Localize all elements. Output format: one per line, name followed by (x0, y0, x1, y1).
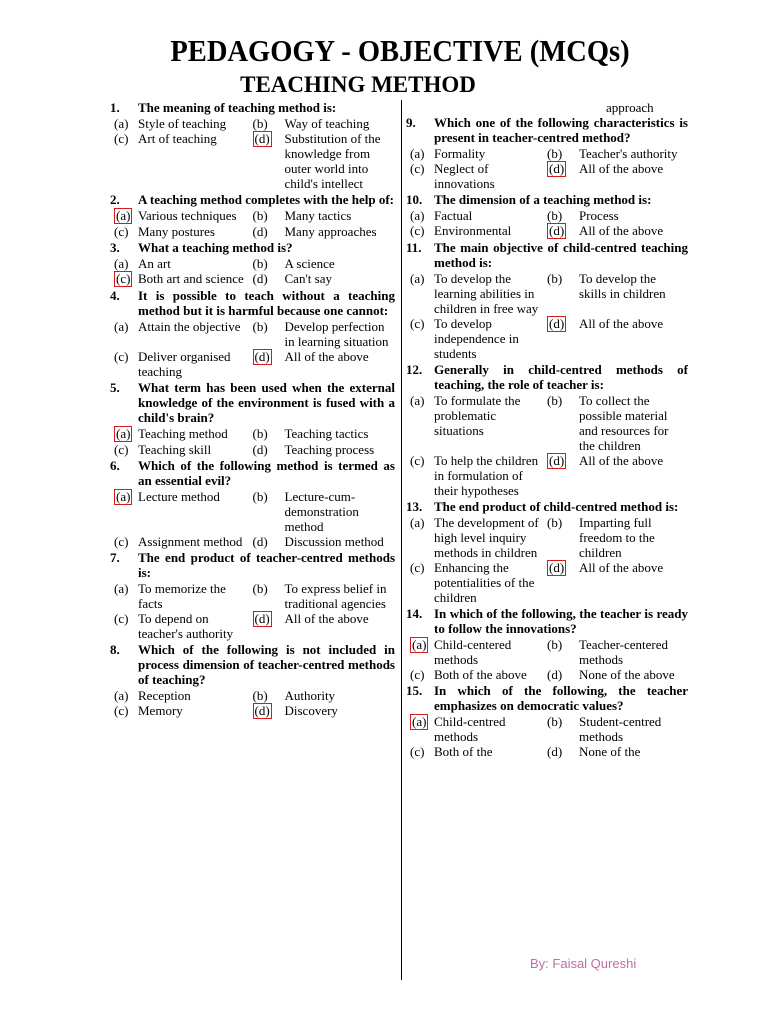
option-letter (249, 611, 285, 641)
option-text: Discovery (284, 703, 338, 718)
option-letter-text: (a) (410, 515, 425, 530)
question-text: The dimension of a teaching method is: (434, 192, 652, 207)
option-text: All of the above (579, 161, 664, 176)
options-grid (110, 489, 395, 549)
option-text: Teacher-centered methods (579, 637, 669, 667)
option-letter (543, 208, 579, 223)
option-text: To formulate the problematic situations (434, 393, 521, 438)
option-text: Factual (434, 208, 473, 223)
question (406, 499, 688, 514)
option-text: The development of high level inquiry methods in children (434, 515, 539, 560)
option-letter (110, 131, 138, 191)
option-letter (249, 116, 285, 131)
option-letter (110, 534, 138, 549)
option-letter-text: (b) (252, 208, 268, 223)
option-letter (110, 703, 138, 719)
option-letter (543, 667, 579, 682)
option-text: Lecture-cum-demonstration method (284, 489, 359, 534)
option-letter (406, 393, 434, 453)
option-letter-text: (a) (114, 688, 129, 703)
question (406, 362, 688, 392)
page-title: PEDAGOGY - OBJECTIVE (MCQs) (170, 33, 630, 68)
question (110, 192, 395, 207)
option-letter (543, 161, 579, 191)
option-text: Student-centred methods (579, 714, 662, 744)
answer-marker: (d) (254, 349, 270, 364)
option-text: Reception (138, 688, 191, 703)
option-letter-text: (b) (252, 116, 268, 131)
answer-marker: (a) (116, 426, 131, 441)
option-letter (249, 688, 285, 703)
question-text: In which of the following, the teacher is ready to follow the innovations? (434, 606, 688, 636)
option-text: Formality (434, 146, 486, 161)
question-number: 4. (110, 288, 120, 303)
option-letter (110, 442, 138, 457)
question-number: 5. (110, 380, 120, 395)
option-letter (543, 637, 579, 667)
option-text: All of the above (284, 611, 369, 626)
options-grid (110, 256, 395, 287)
options-grid (406, 271, 688, 361)
option-text: An art (138, 256, 171, 271)
option-letter-text: (b) (547, 271, 563, 286)
option-text: All of the above (579, 453, 664, 468)
option-text: A science (284, 256, 335, 271)
answer-marker: (a) (116, 489, 131, 504)
option-letter-text: (a) (114, 116, 129, 131)
option-text: Many postures (138, 224, 215, 239)
option-letter-text: (d) (252, 224, 268, 239)
option-text: Lecture method (138, 489, 220, 504)
option-letter-text: (c) (114, 703, 129, 718)
footer-watermark: By: Faisal Qureshi (530, 956, 637, 971)
option-letter (543, 744, 579, 759)
option-text: Teaching process (284, 442, 375, 457)
option-letter (406, 453, 434, 498)
option-letter (249, 489, 285, 534)
option-letter (406, 515, 434, 560)
question (406, 192, 688, 207)
option-letter (110, 224, 138, 239)
answer-marker: (d) (549, 223, 565, 238)
option-letter (543, 146, 579, 161)
answer-marker: (d) (549, 560, 565, 575)
option-letter (249, 319, 285, 349)
option-text: Discussion method (284, 534, 384, 549)
option-letter-text: (b) (547, 515, 563, 530)
options-grid (406, 714, 688, 759)
question-text: Which one of the following characteristics is present in teacher-centred method? (434, 115, 688, 145)
option-letter-text: (c) (114, 349, 129, 364)
question (110, 288, 395, 318)
option-text: Both of the above (434, 667, 527, 682)
option-text: Many tactics (284, 208, 352, 223)
option-text: Way of teaching (284, 116, 370, 131)
option-text: To develop the skills in children (579, 271, 666, 301)
option-text: Assignment method (138, 534, 243, 549)
option-text: Authority (284, 688, 336, 703)
option-letter-text: (b) (252, 489, 268, 504)
option-letter-text: (d) (252, 534, 268, 549)
option-letter (543, 714, 579, 744)
options-grid (110, 688, 395, 719)
question-text: The meaning of teaching method is: (138, 100, 337, 115)
option-letter (110, 489, 138, 534)
option-letter-text: (c) (410, 223, 425, 238)
option-text: Imparting full freedom to the children (579, 515, 655, 560)
option-letter-text: (a) (410, 208, 425, 223)
option-letter (249, 442, 285, 457)
question-text: What term has been used when the external knowledge of the environment is fused with a child's brain? (138, 380, 395, 425)
option-letter (406, 744, 434, 759)
question (406, 606, 688, 636)
option-letter (110, 688, 138, 703)
question-text: It is possible to teach without a teaching method but it is harmful because one cannot: (138, 288, 395, 318)
section-subtitle: TEACHING METHOD (240, 72, 476, 97)
option-text: Teaching skill (138, 442, 212, 457)
option-letter-text: (b) (252, 256, 268, 271)
option-text: To develop independence in students (434, 316, 519, 361)
question-number: 7. (110, 550, 120, 565)
question (110, 240, 395, 255)
question (110, 642, 395, 687)
question-number: 14. (406, 606, 423, 621)
option-letter-text: (c) (114, 224, 129, 239)
option-text: Substitution of the knowledge from outer world into child's intellect (284, 131, 381, 191)
option-letter-text: (b) (547, 637, 563, 652)
option-letter (406, 146, 434, 161)
option-letter (110, 256, 138, 271)
options-grid (110, 426, 395, 457)
option-letter-text: (a) (114, 319, 129, 334)
options-grid (110, 319, 395, 379)
question-number: 12. (406, 362, 423, 377)
question-number: 9. (406, 115, 416, 130)
option-text: All of the above (579, 560, 664, 575)
option-letter-text: (d) (252, 271, 268, 286)
question (110, 458, 395, 488)
option-letter-text: (a) (410, 393, 425, 408)
question-number: 11. (406, 240, 422, 255)
option-text: None of the above (579, 667, 675, 682)
option-letter-text: (d) (547, 667, 563, 682)
option-letter-text: (a) (114, 581, 129, 596)
option-letter (406, 316, 434, 361)
option-letter-text: (b) (547, 208, 563, 223)
column-divider (401, 100, 402, 980)
option-letter (110, 426, 138, 442)
option-letter-text: (c) (410, 667, 425, 682)
option-letter-text: (c) (114, 442, 129, 457)
option-text: To depend on teacher's authority (138, 611, 234, 641)
options-grid (406, 515, 688, 605)
option-letter (249, 703, 285, 719)
answer-marker: (a) (412, 714, 427, 729)
option-text: To help the children in formulation of their hypotheses (434, 453, 539, 498)
option-letter-text: (c) (410, 161, 425, 176)
option-letter-text: (b) (252, 581, 268, 596)
option-letter-text: (c) (114, 131, 129, 146)
option-letter (406, 714, 434, 744)
option-text: To develop the learning abilities in children in free way (434, 271, 539, 316)
options-grid (110, 581, 395, 641)
option-text: Develop perfection in learning situation (284, 319, 389, 349)
question-text: What a teaching method is? (138, 240, 293, 255)
option-letter-text: (c) (114, 611, 129, 626)
question-text: A teaching method completes with the help of: (138, 192, 395, 207)
option-text: Teaching method (138, 426, 228, 441)
continued-text: approach (606, 100, 654, 115)
option-letter-text: (b) (252, 319, 268, 334)
option-letter (406, 667, 434, 682)
answer-marker: (d) (549, 316, 565, 331)
option-text: Various techniques (138, 208, 237, 223)
option-letter-text: (b) (252, 426, 268, 441)
option-letter (543, 393, 579, 453)
option-letter (249, 426, 285, 442)
question (406, 115, 688, 145)
option-letter (543, 223, 579, 239)
option-letter (543, 560, 579, 605)
option-letter (543, 453, 579, 498)
option-letter-text: (b) (547, 146, 563, 161)
question-text: The end product of teacher-centred methods is: (138, 550, 395, 580)
option-text: To memorize the facts (138, 581, 226, 611)
option-text: Environmental (434, 223, 512, 238)
option-text: Can't say (284, 271, 332, 286)
option-letter (110, 116, 138, 131)
option-letter (543, 515, 579, 560)
question-number: 8. (110, 642, 120, 657)
option-letter (406, 223, 434, 239)
option-letter (406, 637, 434, 667)
answer-marker: (d) (254, 703, 270, 718)
option-text: All of the above (579, 316, 664, 331)
answer-marker: (d) (254, 131, 270, 146)
question-number: 1. (110, 100, 120, 115)
option-letter-text: (b) (547, 714, 563, 729)
options-grid (110, 208, 395, 239)
option-text: Child-centered methods (434, 637, 512, 667)
option-letter (543, 316, 579, 361)
option-text: Attain the objective (138, 319, 241, 334)
option-letter (110, 611, 138, 641)
option-text: To express belief in traditional agencies (284, 581, 387, 611)
option-text: Teacher's authority (579, 146, 678, 161)
options-grid (406, 393, 688, 498)
option-letter (249, 349, 285, 379)
option-letter-text: (a) (410, 146, 425, 161)
option-letter-text: (d) (252, 442, 268, 457)
question (110, 550, 395, 580)
option-text: Child-centred methods (434, 714, 506, 744)
option-text: All of the above (579, 223, 664, 238)
option-letter-text: (c) (410, 453, 425, 468)
option-text: All of the above (284, 349, 369, 364)
option-text: Deliver organised teaching (138, 349, 231, 379)
option-letter-text: (c) (114, 534, 129, 549)
answer-marker: (d) (254, 611, 270, 626)
question-text: Which of the following method is termed as an essential evil? (138, 458, 395, 488)
options-grid (406, 637, 688, 682)
option-text: Many approaches (284, 224, 377, 239)
question-text: The main objective of child-centred teaching method is: (434, 240, 688, 270)
question-text: In which of the following, the teacher emphasizes on democratic values? (434, 683, 688, 713)
question-text: Generally in child-centred methods of teaching, the role of teacher is: (434, 362, 688, 392)
option-text: Style of teaching (138, 116, 227, 131)
question (406, 683, 688, 713)
question-text: The end product of child-centred method is: (434, 499, 679, 514)
option-text: Enhancing the potentialities of the children (434, 560, 535, 605)
option-letter (406, 161, 434, 191)
options-grid (406, 208, 688, 239)
option-letter (543, 271, 579, 316)
question-number: 6. (110, 458, 120, 473)
option-letter (249, 224, 285, 239)
option-letter (249, 256, 285, 271)
option-text: To collect the possible material and resources for the children (579, 393, 669, 453)
option-letter (406, 208, 434, 223)
option-letter (249, 271, 285, 287)
question-number: 3. (110, 240, 120, 255)
option-text: Process (579, 208, 619, 223)
option-letter-text: (c) (410, 560, 425, 575)
question (406, 240, 688, 270)
option-letter (249, 131, 285, 191)
right-column (406, 100, 688, 760)
option-letter (110, 208, 138, 224)
question-number: 13. (406, 499, 423, 514)
answer-marker: (d) (549, 453, 565, 468)
option-letter (249, 534, 285, 549)
option-letter (110, 581, 138, 611)
option-letter-text: (a) (410, 271, 425, 286)
question-number: 10. (406, 192, 423, 207)
option-letter-text: (d) (547, 744, 563, 759)
option-letter (406, 271, 434, 316)
option-letter (110, 349, 138, 379)
option-text: None of the (579, 744, 641, 759)
option-text: Teaching tactics (284, 426, 369, 441)
options-grid (110, 116, 395, 191)
option-letter-text: (c) (410, 316, 425, 331)
option-letter-text: (a) (114, 256, 129, 271)
option-text: Both of the (434, 744, 493, 759)
answer-marker: (d) (549, 161, 565, 176)
option-letter-text: (b) (547, 393, 563, 408)
option-text: Both art and science (138, 271, 244, 286)
option-text: Memory (138, 703, 183, 718)
question (110, 380, 395, 425)
question (110, 100, 395, 115)
question-number: 2. (110, 192, 120, 207)
option-letter-text: (b) (252, 688, 268, 703)
option-letter (249, 581, 285, 611)
question-number: 15. (406, 683, 423, 698)
option-letter (406, 560, 434, 605)
option-letter (110, 271, 138, 287)
option-letter (110, 319, 138, 349)
question-text: Which of the following is not included in process dimension of teacher-centred methods of teaching? (138, 642, 395, 687)
options-grid (406, 146, 688, 191)
option-letter-text: (c) (410, 744, 425, 759)
answer-marker: (a) (412, 637, 427, 652)
left-column (110, 100, 395, 720)
answer-marker: (a) (116, 208, 131, 223)
option-text: Art of teaching (138, 131, 217, 146)
answer-marker: (c) (116, 271, 131, 286)
option-text: Neglect of innovations (434, 161, 495, 191)
option-letter (249, 208, 285, 224)
